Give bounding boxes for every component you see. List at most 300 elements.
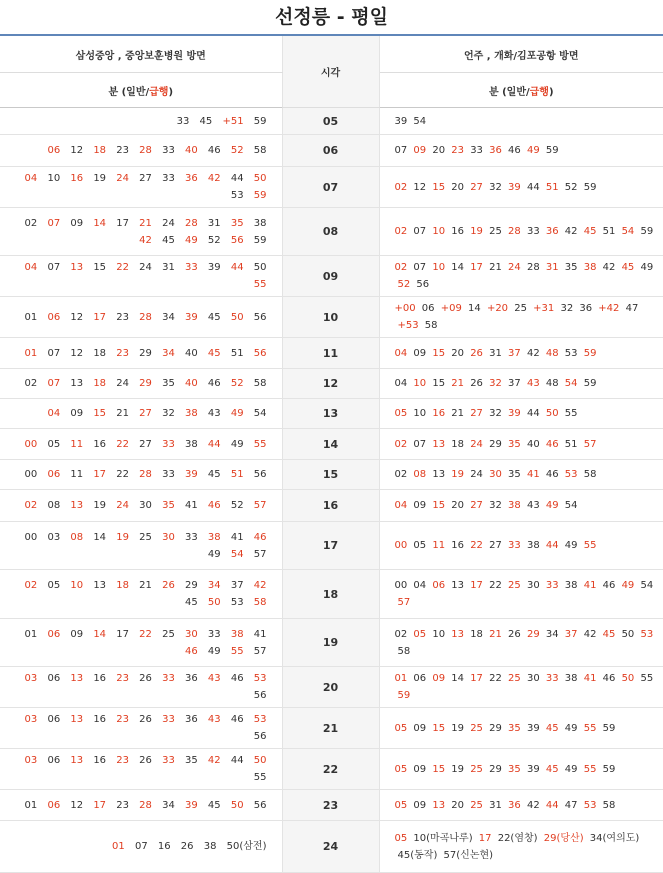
normal-minute: 53 bbox=[564, 347, 578, 359]
express-minute: +51 bbox=[222, 115, 244, 127]
normal-minute: 33 bbox=[162, 145, 175, 156]
hour-cell: 13 bbox=[282, 399, 379, 429]
right-minutes-cell bbox=[379, 821, 663, 873]
normal-minute: 14 bbox=[468, 303, 481, 314]
minute-header-suffix: ) bbox=[548, 86, 554, 98]
express-minute: 38 bbox=[185, 408, 198, 419]
normal-minute: 58 bbox=[424, 320, 438, 331]
normal-minute: 54 bbox=[564, 500, 578, 511]
normal-minute: 25 bbox=[489, 226, 502, 237]
express-minute: 34 bbox=[162, 347, 175, 359]
right-minutes-cell bbox=[379, 790, 663, 821]
normal-minute: 56 bbox=[253, 799, 267, 811]
normal-minute: 20 bbox=[451, 181, 464, 193]
normal-minute: 01 bbox=[24, 311, 38, 323]
normal-minute: 13 bbox=[432, 469, 446, 480]
right-minute-header bbox=[379, 73, 663, 108]
express-minute: 14 bbox=[93, 217, 107, 229]
normal-minute: 56 bbox=[416, 279, 430, 290]
normal-minute: 42 bbox=[583, 628, 597, 640]
express-minute: 50 bbox=[253, 755, 267, 766]
normal-minute: 46 bbox=[230, 714, 244, 725]
express-minute: +00 bbox=[394, 303, 416, 314]
timetable-row bbox=[0, 167, 663, 208]
normal-minute: 38 bbox=[203, 841, 217, 852]
express-minute: 58 bbox=[253, 597, 267, 608]
normal-minute: 10 bbox=[413, 408, 427, 419]
express-minute: 18 bbox=[93, 145, 107, 156]
express-minute: 17 bbox=[478, 832, 492, 844]
normal-minute: 39 bbox=[394, 115, 408, 127]
express-minute: 39 bbox=[508, 408, 521, 419]
normal-minute: 25 bbox=[139, 531, 152, 543]
normal-minute: 10(마곡나루) bbox=[413, 832, 473, 844]
normal-minute: 52 bbox=[207, 234, 221, 246]
express-minute: 55 bbox=[230, 645, 244, 657]
normal-minute: 28 bbox=[526, 262, 540, 273]
normal-minute: 51 bbox=[602, 226, 616, 237]
normal-minute: 12 bbox=[70, 799, 84, 811]
normal-minute: 21 bbox=[116, 408, 129, 419]
normal-minute: 44 bbox=[230, 755, 244, 766]
express-minute: 45 bbox=[602, 628, 616, 640]
express-minute: +31 bbox=[533, 303, 555, 314]
normal-minute: 01 bbox=[24, 799, 38, 811]
express-minute: 28 bbox=[508, 226, 521, 237]
express-minute: 02 bbox=[394, 226, 408, 237]
express-minute: +53 bbox=[397, 320, 419, 331]
timetable-row bbox=[0, 135, 663, 167]
normal-minute: 55 bbox=[640, 673, 654, 684]
express-minute: 44 bbox=[545, 540, 559, 551]
normal-minute: 24 bbox=[139, 262, 152, 273]
normal-minute: 13 bbox=[93, 580, 107, 591]
express-minute: 39 bbox=[185, 311, 198, 323]
right-minutes-cell bbox=[379, 338, 663, 369]
express-minute: 42 bbox=[207, 173, 221, 184]
normal-minute: 08 bbox=[47, 500, 61, 511]
normal-minute: 33 bbox=[162, 469, 175, 480]
normal-minute: 59 bbox=[583, 378, 597, 389]
normal-minute: 29 bbox=[139, 347, 152, 359]
express-minute: 33 bbox=[162, 714, 175, 725]
express-minute: 33 bbox=[545, 673, 559, 684]
right-minutes-cell bbox=[379, 667, 663, 708]
timetable-row bbox=[0, 821, 663, 873]
normal-minute: 48 bbox=[545, 378, 559, 389]
normal-minute: 31 bbox=[207, 217, 221, 229]
normal-minute: 45(동작) bbox=[397, 849, 438, 861]
left-minutes-cell bbox=[0, 135, 282, 167]
normal-minute: 38 bbox=[253, 217, 267, 229]
hour-cell: 24 bbox=[282, 821, 379, 873]
express-minute: 41 bbox=[526, 469, 540, 480]
normal-minute: 18 bbox=[451, 438, 464, 450]
normal-minute: 12 bbox=[70, 311, 84, 323]
normal-minute: 42 bbox=[602, 262, 616, 273]
express-minute: 36 bbox=[489, 145, 502, 156]
normal-minute: 27 bbox=[489, 540, 502, 551]
normal-minute: 01 bbox=[24, 628, 38, 640]
normal-minute: 55 bbox=[253, 772, 267, 783]
left-minutes-cell bbox=[0, 570, 282, 619]
normal-minute: 52 bbox=[564, 181, 578, 193]
express-minute: 55 bbox=[583, 722, 597, 734]
normal-minute: 16 bbox=[93, 438, 107, 450]
normal-minute: 59 bbox=[253, 115, 267, 127]
express-minute: 19 bbox=[470, 226, 483, 237]
express-minute: 10 bbox=[70, 580, 84, 591]
right-minutes-cell bbox=[379, 167, 663, 208]
express-minute: 53 bbox=[564, 469, 578, 480]
express-minute: 59 bbox=[583, 347, 597, 359]
normal-minute: 05 bbox=[47, 580, 61, 591]
normal-minute: 45 bbox=[185, 597, 198, 608]
right-direction-header: 언주 , 개화/김포공항 방면 bbox=[379, 35, 663, 73]
express-minute: 57 bbox=[583, 438, 597, 450]
right-minutes-cell bbox=[379, 749, 663, 790]
right-minutes-cell bbox=[379, 619, 663, 667]
express-minute: 05 bbox=[413, 628, 427, 640]
normal-minute: 59 bbox=[583, 181, 597, 193]
express-minute: 10 bbox=[413, 378, 427, 389]
normal-minute: 43 bbox=[207, 408, 221, 419]
express-minute: 15 bbox=[432, 722, 446, 734]
normal-minute: 46 bbox=[602, 673, 616, 684]
normal-minute: 44 bbox=[526, 408, 540, 419]
normal-minute: 40 bbox=[185, 347, 198, 359]
minute-header-prefix: 분 (일반/ bbox=[108, 86, 150, 98]
normal-minute: 19 bbox=[451, 722, 464, 734]
express-minute: 25 bbox=[470, 763, 483, 775]
timetable-row bbox=[0, 297, 663, 338]
normal-minute: 00 bbox=[394, 580, 408, 591]
normal-minute: 38 bbox=[185, 438, 198, 450]
express-minute: 42 bbox=[139, 234, 152, 246]
express-minute: 01 bbox=[394, 673, 408, 684]
express-minute: 40 bbox=[185, 145, 198, 156]
normal-minute: 50(삼전) bbox=[226, 841, 267, 852]
left-minutes-cell bbox=[0, 490, 282, 522]
normal-minute: 16 bbox=[157, 841, 171, 852]
right-minutes-cell bbox=[379, 460, 663, 490]
express-minute: 33 bbox=[545, 580, 559, 591]
express-minute: 28 bbox=[139, 145, 152, 156]
express-minute: 35 bbox=[230, 217, 244, 229]
normal-minute: 46 bbox=[207, 145, 221, 156]
normal-minute: 31 bbox=[489, 799, 502, 811]
express-minute: 25 bbox=[470, 722, 483, 734]
normal-minute: 59 bbox=[602, 763, 616, 775]
express-minute: 23 bbox=[116, 673, 129, 684]
normal-minute: 54 bbox=[413, 115, 427, 127]
normal-minute: 34 bbox=[162, 799, 175, 811]
express-minute: 38 bbox=[207, 531, 221, 543]
express-minute: 37 bbox=[564, 628, 578, 640]
normal-minute: 27 bbox=[139, 438, 152, 450]
express-minute: 33 bbox=[162, 755, 175, 766]
normal-minute: 16 bbox=[93, 673, 107, 684]
express-minute: 30 bbox=[185, 628, 198, 640]
normal-minute: 26 bbox=[508, 628, 521, 640]
normal-minute: 23 bbox=[116, 799, 129, 811]
normal-minute: 04 bbox=[413, 580, 427, 591]
express-minute: 50 bbox=[230, 799, 244, 811]
normal-minute: 32 bbox=[162, 408, 175, 419]
express-minute: 17 bbox=[93, 799, 107, 811]
express-minute: 15 bbox=[432, 181, 446, 193]
normal-minute: 37 bbox=[230, 580, 244, 591]
express-minute: 28 bbox=[139, 799, 152, 811]
minute-header-suffix: ) bbox=[168, 86, 174, 98]
express-minute: 43 bbox=[207, 714, 221, 725]
express-minute: 02 bbox=[24, 500, 38, 511]
express-minute: 50 bbox=[253, 173, 267, 184]
normal-minute: 22 bbox=[489, 580, 502, 591]
normal-minute: 09 bbox=[413, 347, 427, 359]
express-minute: 52 bbox=[230, 145, 244, 156]
express-minute: 46 bbox=[207, 500, 221, 511]
express-minute: 05 bbox=[394, 408, 408, 419]
express-minute: 39 bbox=[508, 181, 521, 193]
express-minute: 59 bbox=[397, 690, 411, 701]
express-minute: 44 bbox=[230, 262, 244, 273]
left-minutes-cell bbox=[0, 460, 282, 490]
express-minute: 27 bbox=[470, 408, 483, 419]
normal-minute: 21 bbox=[489, 262, 502, 273]
normal-minute: 39 bbox=[207, 262, 221, 273]
normal-minute: 26 bbox=[470, 378, 483, 389]
express-minute: 35 bbox=[508, 763, 521, 775]
express-minute: 57 bbox=[253, 500, 267, 511]
normal-minute: 06 bbox=[413, 673, 427, 684]
normal-minute: 58 bbox=[602, 799, 616, 811]
normal-minute: 05 bbox=[413, 540, 427, 551]
normal-minute: 32 bbox=[489, 408, 502, 419]
hour-cell: 16 bbox=[282, 490, 379, 522]
normal-minute: 59 bbox=[253, 234, 267, 246]
express-minute: 13 bbox=[70, 500, 84, 511]
timetable-row bbox=[0, 790, 663, 821]
normal-minute: 12 bbox=[70, 145, 84, 156]
express-minute: 48 bbox=[545, 347, 559, 359]
express-minute: 17 bbox=[470, 673, 483, 684]
normal-minute: 09 bbox=[413, 763, 427, 775]
express-minute: 13 bbox=[70, 673, 84, 684]
express-minute: 24 bbox=[470, 438, 483, 450]
normal-minute: 39 bbox=[526, 763, 540, 775]
timetable-body bbox=[0, 108, 663, 873]
express-minute: 39 bbox=[185, 469, 198, 480]
left-minutes-cell bbox=[0, 708, 282, 749]
normal-minute: 34 bbox=[162, 311, 175, 323]
hour-cell: 15 bbox=[282, 460, 379, 490]
express-minute: 54 bbox=[230, 548, 244, 560]
normal-minute: 02 bbox=[24, 378, 38, 389]
express-minute: 46 bbox=[185, 645, 198, 657]
normal-minute: 42 bbox=[526, 347, 540, 359]
normal-minute: 02 bbox=[394, 469, 408, 480]
normal-minute: 07 bbox=[134, 841, 148, 852]
normal-minute: 35 bbox=[564, 262, 578, 273]
right-minutes-cell bbox=[379, 297, 663, 338]
normal-minute: 50 bbox=[621, 628, 635, 640]
hour-cell: 06 bbox=[282, 135, 379, 167]
express-minute: 33 bbox=[162, 673, 175, 684]
express-minute: 06 bbox=[47, 145, 61, 156]
normal-minute: 58 bbox=[253, 378, 267, 389]
express-minute: 28 bbox=[139, 311, 152, 323]
normal-minute: 51 bbox=[564, 438, 578, 450]
normal-minute: 18 bbox=[93, 347, 107, 359]
normal-minute: 19 bbox=[93, 500, 107, 511]
left-minutes-cell bbox=[0, 338, 282, 369]
timetable-row bbox=[0, 369, 663, 399]
hour-cell: 17 bbox=[282, 522, 379, 570]
express-minute: 54 bbox=[621, 226, 635, 237]
left-minutes-cell bbox=[0, 399, 282, 429]
normal-minute: 31 bbox=[489, 347, 502, 359]
express-minute: 46 bbox=[545, 438, 559, 450]
normal-minute: 38 bbox=[564, 580, 578, 591]
express-minute: 22 bbox=[116, 438, 129, 450]
normal-minute: 58 bbox=[583, 469, 597, 480]
express-minute: 15 bbox=[93, 408, 107, 419]
express-minute: 50 bbox=[621, 673, 635, 684]
normal-minute: 41 bbox=[185, 500, 198, 511]
express-minute: 52 bbox=[230, 378, 244, 389]
normal-minute: 09 bbox=[413, 500, 427, 511]
express-minute: 32 bbox=[489, 378, 502, 389]
normal-minute: 13 bbox=[70, 378, 84, 389]
normal-minute: 09 bbox=[413, 722, 427, 734]
normal-minute: 09 bbox=[413, 799, 427, 811]
express-minute: 49 bbox=[185, 234, 198, 246]
normal-minute: 49 bbox=[207, 645, 221, 657]
express-minute: 04 bbox=[394, 347, 408, 359]
right-minutes-cell bbox=[379, 135, 663, 167]
normal-minute: 32 bbox=[560, 303, 574, 314]
hour-cell: 07 bbox=[282, 167, 379, 208]
normal-minute: 54 bbox=[640, 580, 654, 591]
express-minute: 25 bbox=[508, 673, 521, 684]
normal-minute: 26 bbox=[180, 841, 194, 852]
hour-cell: 18 bbox=[282, 570, 379, 619]
normal-minute: 43 bbox=[526, 500, 540, 511]
express-minute: 45 bbox=[621, 262, 635, 273]
normal-minute: 46 bbox=[545, 469, 559, 480]
normal-minute: 58 bbox=[253, 145, 267, 156]
normal-minute: 09 bbox=[70, 408, 84, 419]
normal-minute: 21 bbox=[451, 408, 464, 419]
express-minute: 27 bbox=[139, 408, 152, 419]
normal-minute: 00 bbox=[24, 531, 38, 543]
normal-minute: 34(여의도) bbox=[589, 832, 640, 844]
express-minute: 22 bbox=[116, 262, 129, 273]
express-minute: 44 bbox=[545, 799, 559, 811]
normal-minute: 07 bbox=[413, 262, 427, 273]
express-minute: 03 bbox=[24, 673, 38, 684]
timetable-row bbox=[0, 619, 663, 667]
express-minute: 24 bbox=[116, 173, 129, 184]
express-minute: 06 bbox=[47, 469, 61, 480]
normal-minute: 45 bbox=[207, 469, 221, 480]
express-minute: 26 bbox=[162, 580, 175, 591]
express-minute: 46 bbox=[253, 531, 267, 543]
express-minute: 24 bbox=[116, 500, 129, 511]
express-minute: 07 bbox=[47, 217, 61, 229]
normal-minute: 49 bbox=[564, 540, 578, 551]
normal-minute: 20 bbox=[451, 799, 464, 811]
express-minute: 27 bbox=[470, 500, 483, 511]
express-minute: 02 bbox=[394, 438, 408, 450]
normal-minute: 07 bbox=[413, 226, 427, 237]
express-minute: 38 bbox=[230, 628, 244, 640]
express-minute: 06 bbox=[432, 580, 446, 591]
express-minute: 18 bbox=[116, 580, 129, 591]
express-minute: 49 bbox=[526, 145, 540, 156]
express-minute: 28 bbox=[185, 217, 198, 229]
left-minutes-cell bbox=[0, 619, 282, 667]
express-minute: 13 bbox=[451, 628, 464, 640]
timetable-row bbox=[0, 208, 663, 256]
express-minute: +20 bbox=[486, 303, 509, 314]
express-minute: 03 bbox=[24, 714, 38, 725]
normal-minute: 11 bbox=[70, 469, 84, 480]
normal-minute: 33 bbox=[162, 173, 175, 184]
express-minute: 28 bbox=[139, 469, 152, 480]
express-minute: 02 bbox=[394, 181, 408, 193]
normal-minute: 06 bbox=[47, 755, 61, 766]
timetable-row bbox=[0, 108, 663, 135]
right-minutes-cell bbox=[379, 522, 663, 570]
timetable-row bbox=[0, 708, 663, 749]
express-minute: 23 bbox=[116, 755, 129, 766]
normal-minute: 02 bbox=[24, 217, 38, 229]
normal-minute: 47 bbox=[564, 799, 578, 811]
normal-minute: 32 bbox=[489, 500, 502, 511]
express-minute: 19 bbox=[451, 469, 464, 480]
normal-minute: 17 bbox=[116, 628, 129, 640]
express-minute: 13 bbox=[70, 714, 84, 725]
normal-minute: 36 bbox=[579, 303, 593, 314]
express-minute: 53 bbox=[640, 628, 654, 640]
normal-minute: 10 bbox=[432, 628, 446, 640]
normal-minute: 45 bbox=[162, 234, 175, 246]
express-minute: 29 bbox=[139, 378, 152, 389]
express-minute: 45 bbox=[545, 763, 559, 775]
express-minute: 21 bbox=[139, 217, 152, 229]
express-minute: 15 bbox=[432, 500, 446, 511]
express-minute: 43 bbox=[526, 378, 540, 389]
normal-minute: 29 bbox=[185, 580, 198, 591]
hour-cell: 11 bbox=[282, 338, 379, 369]
page-title: 선정릉 - 평일 bbox=[275, 6, 388, 28]
express-minute: 41 bbox=[583, 580, 597, 591]
normal-minute: 44 bbox=[526, 181, 540, 193]
normal-minute: 29 bbox=[489, 763, 502, 775]
express-minute: 36 bbox=[545, 226, 559, 237]
express-minute: 56 bbox=[253, 347, 267, 359]
normal-minute: 46 bbox=[508, 145, 521, 156]
express-minute: 06 bbox=[47, 628, 61, 640]
express-minute: 03 bbox=[24, 755, 38, 766]
right-minutes-cell bbox=[379, 369, 663, 399]
normal-minute: 20 bbox=[451, 347, 464, 359]
normal-minute: 20 bbox=[432, 145, 446, 156]
normal-minute: 26 bbox=[139, 673, 152, 684]
express-minute: 49 bbox=[545, 500, 559, 511]
